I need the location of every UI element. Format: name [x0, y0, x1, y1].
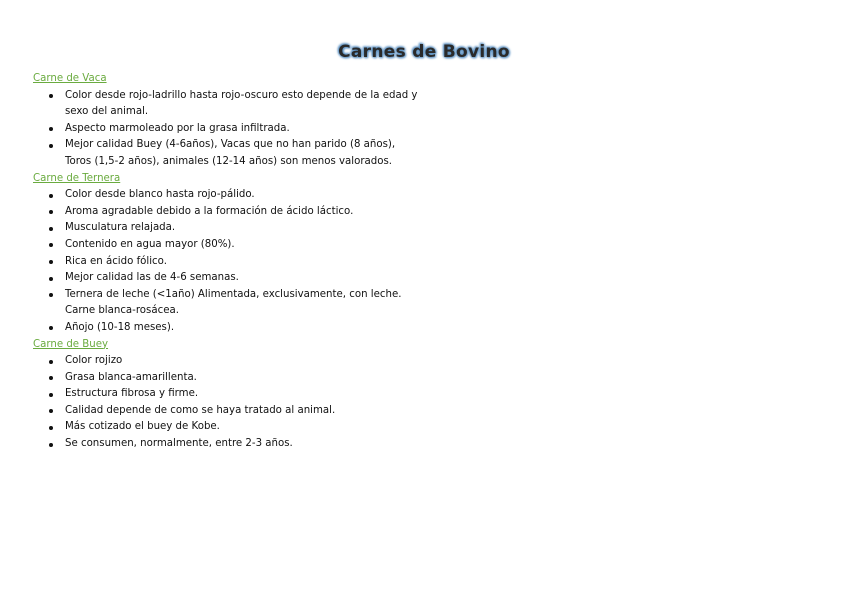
- list-item: Ternera de leche (<1año) Alimentada, exclusivamente, con leche. Carne blanca-rosácea.: [65, 287, 431, 320]
- page-title: Carnes de Bovino: [338, 42, 510, 62]
- list-item: Grasa blanca-amarillenta.: [65, 370, 453, 387]
- list-item: Mejor calidad las de 4-6 semanas.: [65, 270, 453, 287]
- list-item: Se consumen, normalmente, entre 2-3 años.: [65, 436, 453, 453]
- bullet-list: [33, 353, 453, 453]
- list-item: Aroma agradable debido a la formación de ácido láctico.: [65, 204, 453, 221]
- list-item: Mejor calidad Buey (4-6años), Vacas que no han parido (8 años), Toros (1,5-2 años), animales (12-14 años) son menos valorados.: [65, 137, 405, 170]
- document-content: [33, 71, 453, 453]
- bullet-list: [33, 88, 453, 171]
- section-heading: Carne de Ternera: [33, 172, 121, 184]
- section-heading: Carne de Vaca: [33, 73, 107, 84]
- section-carne-de-buey: [33, 337, 453, 453]
- section-carne-de-ternera: [33, 171, 453, 337]
- list-item: Añojo (10-18 meses).: [65, 320, 453, 337]
- list-item: Rica en ácido fólico.: [65, 254, 453, 271]
- list-item: Musculatura relajada.: [65, 220, 453, 237]
- list-item: Estructura fibrosa y firme.: [65, 386, 453, 403]
- section-heading: Carne de Buey: [33, 338, 109, 350]
- section-carne-de-vaca: [33, 71, 453, 171]
- list-item: Aspecto marmoleado por la grasa infiltrada.: [65, 121, 453, 138]
- list-item: Color rojizo: [65, 353, 453, 370]
- bullet-list: [33, 187, 453, 336]
- list-item: Color desde blanco hasta rojo-pálido.: [65, 187, 453, 204]
- list-item: Calidad depende de como se haya tratado al animal.: [65, 403, 453, 420]
- list-item: Color desde rojo-ladrillo hasta rojo-oscuro esto depende de la edad y sexo del animal.: [65, 88, 421, 121]
- list-item: Contenido en agua mayor (80%).: [65, 237, 453, 254]
- list-item: Más cotizado el buey de Kobe.: [65, 419, 453, 436]
